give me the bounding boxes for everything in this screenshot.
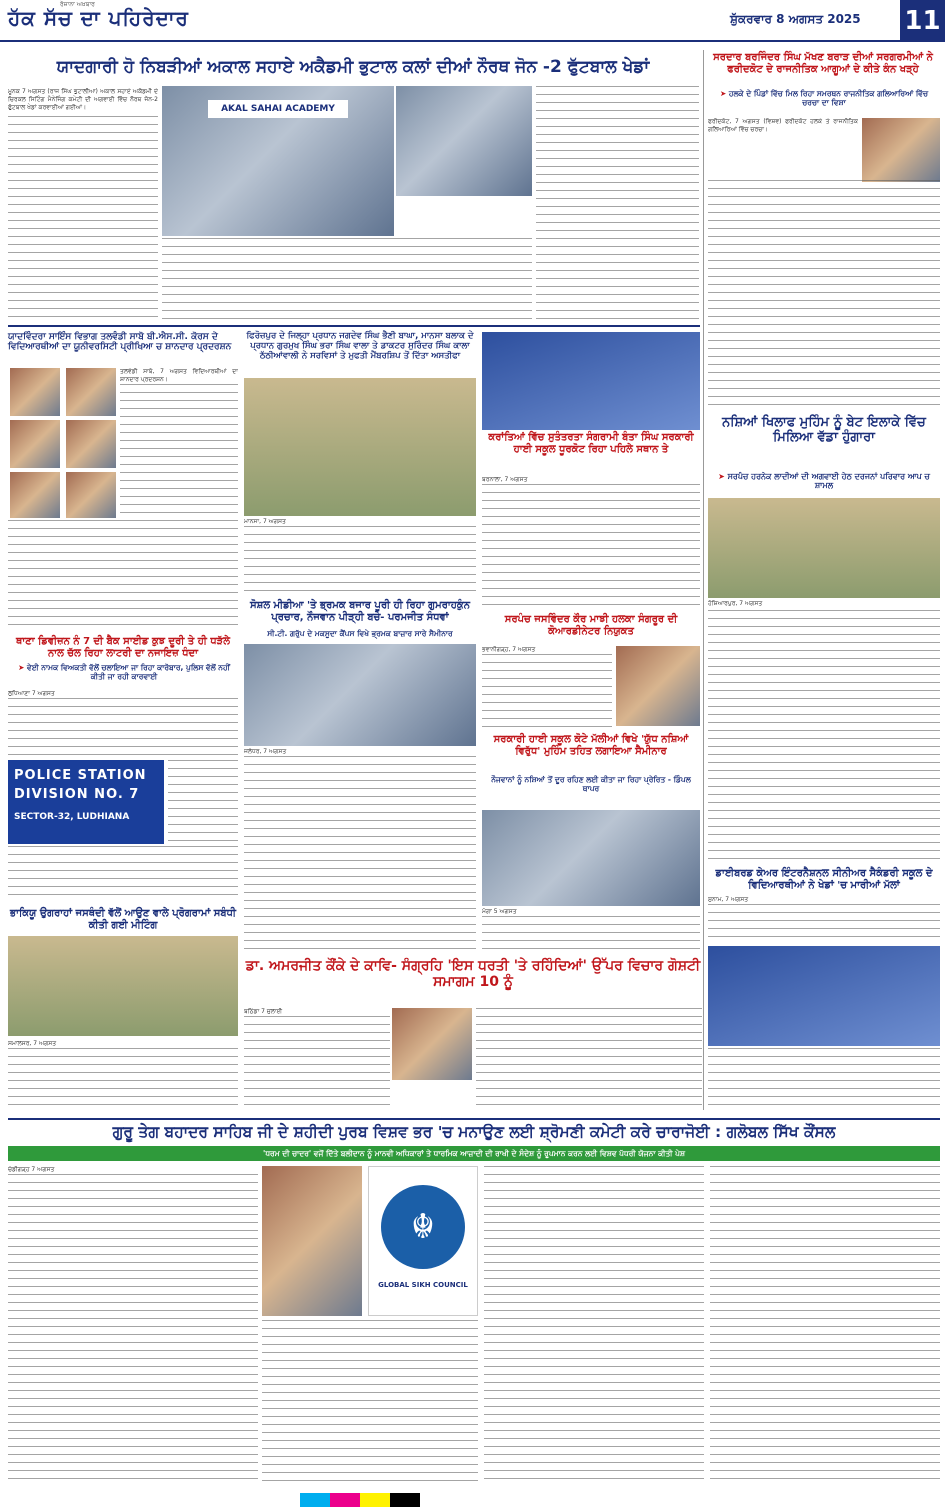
school-sports-body: ਸੁਨਾਮ, 7 ਅਗਸਤ xyxy=(708,896,940,942)
right-top-body: ਫਰੀਦਕੋਟ, 7 ਅਗਸਤ (ਵਿਸ਼ਵ) ਫਰੀਦਕੋਟ ਹਲਕੇ ਤੇ ਰਾਜਨੀਤਿਕ ਗਲਿਆਰਿਆਂ ਵਿੱਚ ਚਰਚਾ। xyxy=(708,118,858,133)
global-sikh-council-logo xyxy=(368,1166,478,1316)
logo-text: GLOBAL SIKH COUNCIL xyxy=(378,1281,468,1289)
khanda-icon: ☬ xyxy=(381,1185,465,1269)
academy-banner: AKAL SAHAI ACADEMY xyxy=(208,100,348,118)
bku-body: ਸਮਾਲਸਰ, 7 ਅਗਸਤ xyxy=(8,1040,238,1112)
police-station-sign xyxy=(8,760,164,844)
football-team-photo-2 xyxy=(396,86,532,196)
drugs-photo xyxy=(708,498,940,598)
sign-line-3: SECTOR-32, LUDHIANA xyxy=(14,812,130,822)
bottom-headline: ਗੁਰੂ ਤੇਗ ਬਹਾਦਰ ਸਾਹਿਬ ਜੀ ਦੇ ਸ਼ਹੀਦੀ ਪੁਰਬ ਵਿਸ਼ਵ ਭਰ 'ਚ ਮਨਾਉਣ ਲਈ ਸ਼੍ਰੋਮਣੀ ਕਮੇਟੀ ਕਰੇ ਚਾਰਾਜੋਈ : ਗਲੋਬਲ ਸਿੱਖ ਕੌਂਸਲ xyxy=(112,1123,836,1141)
bottom-body-col1: ਚੰਡੀਗੜ੍ਹ 7 ਅਗਸਤ xyxy=(8,1166,258,1486)
social-seminar-photo xyxy=(244,644,476,746)
yadvindra-body-cont xyxy=(8,520,238,632)
ferozpur-photo xyxy=(244,378,476,516)
drugs-headline: ਨਸ਼ਿਆਂ ਖਿਲਾਫ ਮੁਹਿੰਮ ਨੂੰ ਬੇਟ ਇਲਾਕੇ ਵਿੱਚ ਮਿਲਿਆ ਵੱਡਾ ਹੁੰਗਾਰਾ xyxy=(722,415,926,445)
page-number: 11 xyxy=(900,0,945,42)
police-headline: ਥਾਣਾ ਡਿਵੀਜ਼ਨ ਨੰ 7 ਦੀ ਬੈਕ ਸਾਈਡ ਕੁਝ ਦੂਰੀ ਤੇ ਹੀ ਧੜੱਲੇ ਨਾਲ ਚੱਲ ਰਿਹਾ ਲਾਟਰੀ ਦਾ ਨਜਾਇਜ਼ ਧੰਦਾ xyxy=(16,636,230,659)
student-photo-3 xyxy=(10,420,60,468)
cmyk-black xyxy=(390,1493,420,1507)
social-headline: ਸੋਸ਼ਲ ਮੀਡੀਆ 'ਤੇ ਭ੍ਰਮਕ ਬਜਾਰ ਪੂਰੀ ਹੀ ਰਿਹਾ ਗੁਮਰਾਹਕੁੰਨ ਪ੍ਰਚਾਰ, ਨੌਜਵਾਨ ਪੀੜ੍ਹੀ ਬਚੇ- ਪਰਮਜੀਤ ਸੰਧਵਾਂ xyxy=(250,600,470,623)
poetry-headline: ਡਾ. ਅਮਰਜੀਤ ਕੌਂਕੇ ਦੇ ਕਾਵਿ- ਸੰਗ੍ਰਹਿ 'ਇਸ ਧਰਤੀ 'ਤੇ ਰਹਿੰਦਿਆਂ' ਉੱਪਰ ਵਿਚਾਰ ਗੋਸ਼ਟੀ ਸਮਾਗਮ 10 ਨੂੰ xyxy=(245,958,701,991)
kotli-headline: ਸਰਕਾਰੀ ਹਾਈ ਸਕੂਲ ਕੋਟੇ ਮੱਲੀਆਂ ਵਿਖੇ 'ਯੁੱਧ ਨਸ਼ਿਆਂ ਵਿਰੁੱਧ' ਮੁਹਿੰਮ ਤਹਿਤ ਲਗਾਇਆ ਸੈਮੀਨਾਰ xyxy=(493,734,689,757)
drugs-kicker: ➤ ਸਰਪੰਚ ਹਰਨੇਕ ਲਾਦੀਆਂ ਦੀ ਅਗਵਾਈ ਹੇਠ ਦਰਜਨਾਂ ਪਰਿਵਾਰ ਆਪ ਚ ਸ਼ਾਮਲ xyxy=(718,472,930,491)
column-divider xyxy=(703,50,704,1110)
ferozpur-body: ਮਾਨਸਾ, 7 ਅਗਸਤ xyxy=(244,518,476,596)
bottom-body-col4 xyxy=(710,1166,940,1486)
student-photo-2 xyxy=(66,368,116,416)
kotli-seminar-photo xyxy=(482,810,700,906)
bottom-portrait xyxy=(262,1166,362,1316)
police-body-side xyxy=(168,760,238,844)
school-sports-photo xyxy=(708,946,940,1046)
kotli-kicker: ਨੌਜਵਾਨਾਂ ਨੂੰ ਨਸ਼ਿਆਂ ਤੋਂ ਦੂਰ ਰਹਿਣ ਲਈ ਕੀਤਾ ਜਾ ਰਿਹਾ ਪ੍ਰੇਰਿਤ - ਡਿੰਪਲ ਥਾਪਰ xyxy=(491,775,691,793)
independence-headline: ਕਰਾਂਤਿਆਂ ਵਿੱਚ ਸੁਤੰਤਰਤਾ ਸੰਗਰਾਮੀ ਬੰਤਾ ਸਿੰਘ ਸਰਕਾਰੀ ਹਾਈ ਸਕੂਲ ਧੂਰਕੋਟ ਰਿਹਾ ਪਹਿਲੇ ਸਥਾਨ ਤੇ xyxy=(488,432,694,455)
student-photo-6 xyxy=(66,472,116,518)
poetry-body: ਬਠਿੰਡਾ 7 ਜੁਲਾਈ xyxy=(244,1008,390,1112)
student-photo-4 xyxy=(66,420,116,468)
sarpanch-headline: ਸਰਪੰਚ ਜਸਵਿੰਦਰ ਕੌਰ ਮਾਝੀ ਹਲਕਾ ਸੰਗਰੂਰ ਦੀ ਕੋਆਰਡੀਨੇਟਰ ਨਿਯੁਕਤ xyxy=(504,614,678,637)
student-photo-5 xyxy=(10,472,60,518)
independence-body: ਬਰਨਾਲਾ, 7 ਅਗਸਤ xyxy=(482,476,700,610)
bottom-body-col3 xyxy=(484,1166,704,1486)
section-rule-bottom xyxy=(8,1118,940,1120)
sarpanch-portrait xyxy=(616,646,700,726)
portrait-photo xyxy=(862,118,940,182)
sarpanch-body: ਭਵਾਨੀਗੜ੍ਹ, 7 ਅਗਸਤ xyxy=(482,646,612,730)
lead-body: ਮੂਨਕ 7 ਅਗਸਤ (ਰਾਜ ਸਿੰਘ ਭੁਟਾਲੀਆ) ਅਕਾਲ ਸਹਾਏ ਅਕੈਡਮੀ ਦੇ ਚਿਰਕਲ ਸਿਟਿੰਗ ਮੈਨੇਜਿੰਗ ਕਮੇਟੀ ਦੀ ਅਗਵਾਈ ਵਿੱਚ ਨੌਰਥ ਜੋਨ-2 ਫੁੱਟਬਾਲ ਖੇਡਾਂ ਕਰਵਾਈਆਂ ਗਈਆਂ। xyxy=(8,88,158,320)
sign-line-1: POLICE STATION xyxy=(14,768,147,783)
student-photo-1 xyxy=(10,368,60,416)
football-team-photo xyxy=(162,86,394,236)
police-body-cont xyxy=(8,846,238,902)
cmyk-cyan xyxy=(300,1493,330,1507)
right-top-kicker: ➤ ਹਲਕੇ ਦੇ ਪਿੰਡਾਂ ਵਿੱਚ ਮਿਲ ਰਿਹਾ ਸਮਰਥਨ ਰਾਜਨੀਤਿਕ ਗਲਿਆਰਿਆਂ ਵਿੱਚ ਚਰਚਾ ਦਾ ਵਿਸ਼ਾ xyxy=(719,89,929,107)
cmyk-yellow xyxy=(360,1493,390,1507)
right-top-headline: ਸਰਦਾਰ ਬਰਜਿੰਦਰ ਸਿੰਘ ਮੱਖਣ ਬਰਾੜ ਦੀਆਂ ਸਰਗਰਮੀਆਂ ਨੇ ਫਰੀਦਕੋਟ ਦੇ ਰਾਜਨੀਤਿਕ ਆਗੂਆਂ ਦੇ ਕੀਤੇ ਕੰਨ ਖੜ੍ਹੇ xyxy=(713,52,933,75)
section-rule xyxy=(8,325,700,327)
lead-body-col3 xyxy=(536,86,699,320)
bottom-body-col2 xyxy=(262,1320,478,1486)
bku-photo xyxy=(8,936,238,1036)
yadvindra-body: ਤਲਵੰਡੀ ਸਾਬੋ, 7 ਅਗਸਤ ਵਿਦਿਆਰਥੀਆਂ ਦਾ ਸ਼ਾਨਦਾਰ ਪ੍ਰਦਰਸ਼ਨ। xyxy=(120,368,238,518)
sign-line-2: DIVISION NO. 7 xyxy=(14,787,140,802)
drugs-body: ਹੋਸ਼ਿਆਰਪੁਰ, 7 ਅਗਸਤ xyxy=(708,600,940,860)
police-body: ਲੁਧਿਆਣਾ 7 ਅਗਸਤ xyxy=(8,690,238,756)
masthead-title: ਹੱਕ ਸੱਚ ਦਾ ਪਹਿਰੇਦਾਰ xyxy=(8,6,189,30)
social-kicker: ਸੀ.ਟੀ. ਗਰੁੱਪ ਦੇ ਮਕਸੂਦਾ ਕੈਂਪਸ ਵਿਖੇ ਭ੍ਰਮਕ ਬਾਜ਼ਾਰ ਸਾਰੇ ਸੈਮੀਨਾਰ xyxy=(267,629,453,638)
yadvindra-headline: ਯਾਦਵਿੰਦਰਾ ਸਾਇੰਸ ਵਿਭਾਗ ਤਲਵੰਡੀ ਸਾਬੋ ਬੀ.ਐਸ.ਸੀ. ਕੋਰਸ ਦੇ ਵਿਦਿਆਰਥੀਆਂ ਦਾ ਯੂਨੀਵਰਸਿਟੀ ਪ੍ਰੀਖਿਆ ਚ ਸ਼ਾਨਦਾਰ ਪ੍ਰਦਰਸ਼ਨ xyxy=(8,332,232,353)
lead-body-cont xyxy=(162,238,532,320)
kotli-body: ਮੋਗਾ 5 ਅਗਸਤ xyxy=(482,908,700,952)
masthead-subtitle: ਰੋਜ਼ਾਨਾ ਅਖ਼ਬਾਰ xyxy=(60,1,95,8)
lead-headline: ਯਾਦਗਾਰੀ ਹੋ ਨਿਬੜੀਆਂ ਅਕਾਲ ਸਹਾਏ ਅਕੈਡਮੀ ਭੁਟਾਲ ਕਲਾਂ ਦੀਆਂ ਨੌਰਥ ਜੋਨ -2 ਫੁੱਟਬਾਲ ਖੇਡਾਂ xyxy=(56,57,650,77)
issue-date: ਸ਼ੁੱਕਰਵਾਰ 8 ਅਗਸਤ 2025 xyxy=(730,12,861,26)
school-sports-body-cont xyxy=(708,1048,940,1108)
poetry-body-cont xyxy=(476,1008,702,1112)
author-portrait xyxy=(392,1008,472,1080)
police-kicker: ➤ ਵੇਈ ਨਾਮਕ ਵਿਅਕਤੀ ਵੱਲੋਂ ਚਲਾਇਆ ਜਾ ਰਿਹਾ ਕਾਰੋਬਾਰ, ਪੁਲਿਸ ਵੱਲੋਂ ਨਹੀਂ ਕੀਤੀ ਜਾ ਰਹੀ ਕਾਰਵਾਈ xyxy=(18,663,230,681)
right-top-body-cont xyxy=(708,180,940,412)
ferozpur-headline: ਫਿਰੋਜ਼ਪੁਰ ਦੇ ਜਿਲ੍ਹਾ ਪ੍ਰਧਾਨ ਜਗਦੇਵ ਸਿੰਘ ਭੈਣੀ ਬਾਘਾ, ਮਾਨਸਾ ਬਲਾਕ ਦੇ ਪ੍ਰਧਾਨ ਗੁਰਮੁਖ ਸਿੰਘ ਭਰਾ ਸਿੰਘ ਵਾਲਾ ਤੇ ਡਾਕਟਰ ਸੁਰਿੰਦਰ ਸਿੰਘ ਕਾਲਾ ਠੱਠੀਆਂਵਾਲੀ ਨੇ ਸਰਵਿਸਾਂ ਤੇ ਮੁਫਤੀ ਮੈਂਬਰਸ਼ਿਪ ਤੋਂ ਦਿੱਤਾ ਅਸਤੀਫਾ xyxy=(246,331,474,361)
bottom-subhead-bar: 'ਧਰਮ ਦੀ ਚਾਦਰ' ਵਜੋਂ ਦਿੱਤੇ ਬਲੀਦਾਨ ਨੂੰ ਮਾਨਵੀ ਅਧਿਕਾਰਾਂ ਤੇ ਧਾਰਮਿਕ ਆਜ਼ਾਦੀ ਦੀ ਰਾਖੀ ਦੇ ਸੰਦੇਸ਼ ਨੂੰ ਰੂਪਮਾਨ ਕਰਨ ਲਈ ਵਿਸ਼ਵ ਪੱਧਰੀ ਯੋਜਨਾ ਕੀਤੀ ਪੇਸ਼ xyxy=(8,1146,940,1161)
social-body: ਜਲੰਧਰ, 7 ਅਗਸਤ xyxy=(244,748,476,950)
school-sports-headline: ਡਾਈਬਰਡ ਕੇਅਰ ਇੰਟਰਨੈਸ਼ਨਲ ਸੀਨੀਅਰ ਸੈਕੰਡਰੀ ਸਕੂਲ ਦੇ ਵਿਦਿਆਰਥੀਆਂ ਨੇ ਖੇਡਾਂ 'ਚ ਮਾਰੀਆਂ ਮੱਲਾਂ xyxy=(715,868,933,891)
bku-headline: ਭਾਕਿਯੂ ਉਗਰਾਹਾਂ ਜਸਥੰਦੀ ਵੱਲੋਂ ਆਉਣ ਵਾਲੇ ਪ੍ਰੋਗਰਾਮਾਂ ਸਬੰਧੀ ਕੀਤੀ ਗਈ ਮੀਟਿੰਗ xyxy=(10,908,236,931)
cmyk-magenta xyxy=(330,1493,360,1507)
independence-photo xyxy=(482,332,700,430)
masthead xyxy=(0,0,945,42)
